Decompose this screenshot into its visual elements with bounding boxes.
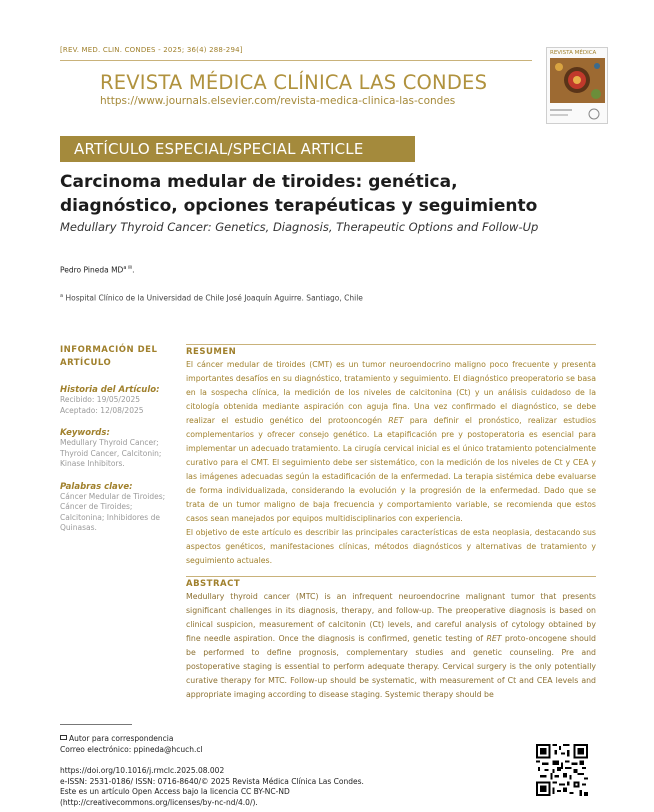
license-url[interactable]: (http://creativecommons.org/licenses/by-nc-nd/4.0/). xyxy=(60,797,258,807)
palabra-item: Cáncer de Tiroides; xyxy=(60,502,133,511)
affiliation-line xyxy=(60,293,363,303)
article-info-sidebar xyxy=(60,344,172,534)
resumen-paragraph: El cáncer medular de tiroides (CMT) es un tumor neuroendocrino maligno poco frecuente y presenta importantes desafíos en su diagnóstico, tratamiento y seguimiento. El diagnóstico preoperatorio se basa en la sospecha clínica, la medición de los niveles de calcitonina (Ct) y un análisis cuidadoso de la citología obtenida mediante aspiración con aguja fina. Una vez confirmado el diagnóstico, se debe realizar el estudio genético del protooncogén RET para definir el pronóstico, realizar estudios complementarios y ofrecer consejo genético. La etapificación pre y postoperatoria es esencial para implementar un adecuado tratamiento. La cirugía cervical inicial es el único tratamiento potencialmente curativo para el CMT. El seguimiento debe ser sistemático, con la medición de los niveles de Ct y CEA y las imágenes adecuadas según la estadificación de la enfermedad. La terapia sistémica debe evaluarse de forma individualizada, considerando la evolución y la progresión de la enfermedad. Dado que se trata de un tumor maligno de baja frecuencia y comportamiento variable, se recomienda que estos casos sean manejados por equipos multidisciplinarios con experiencia. xyxy=(186,360,597,523)
license-line: Este es un artículo Open Access bajo la licencia CC BY-NC-ND xyxy=(60,787,290,796)
palabra-item: Quinasas. xyxy=(60,523,97,532)
header-rule xyxy=(60,60,532,61)
keywords-heading: Keywords: xyxy=(60,428,110,438)
accepted-date: Aceptado: 12/08/2025 xyxy=(60,405,144,415)
email-line[interactable]: Correo electrónico: ppineda@hcuch.cl xyxy=(60,744,203,754)
article-subtitle: Medullary Thyroid Cancer: Genetics, Diagnosis, Therapeutic Options and Follow-Up xyxy=(60,220,539,234)
abstract-section xyxy=(186,576,596,702)
author-name: Pedro Pineda MD xyxy=(60,265,124,275)
doi-block xyxy=(60,766,364,808)
received-date: Recibido: 19/05/2025 xyxy=(60,395,141,404)
palabra-item: Cáncer Medular de Tiroides; xyxy=(60,491,166,501)
abstract-column xyxy=(186,344,596,702)
palabra-item: Calcitonina; Inhibidores de xyxy=(60,512,160,522)
cover-artwork xyxy=(550,58,605,103)
doi-link[interactable]: https://doi.org/10.1016/j.rmclc.2025.08.002 xyxy=(60,766,225,775)
resumen-section xyxy=(186,344,596,568)
issn-line: e-ISSN: 2531-0186/ ISSN: 0716-8640/© 2025 Revista Médica Clínica Las Condes. xyxy=(60,776,364,786)
article-title: Carcinoma medular de tiroides: genética, diagnóstico, opciones terapéuticas y seguimiento xyxy=(60,172,538,216)
footnote-rule xyxy=(60,724,132,725)
keyword-item: Kinase Inhibitors. xyxy=(60,459,125,468)
cover-footer-logos xyxy=(550,106,605,122)
abstract-heading: ABSTRACT xyxy=(186,579,241,589)
footnote xyxy=(60,734,203,755)
author-superscript: a ✉ xyxy=(123,265,133,271)
palabras-heading: Palabras clave: xyxy=(60,481,133,492)
resumen-rule xyxy=(186,344,596,345)
cover-title: REVISTA MÉDICA xyxy=(550,50,597,56)
ret-gene: RET xyxy=(388,416,404,425)
journal-cover-image xyxy=(546,47,608,124)
abstract-paragraph: Medullary thyroid cancer (MTC) is an infrequent neuroendocrine malignant tumor that presents significant challenges in its diagnosis, therapy, and follow-up. The preoperative diagnosis is based on clinical suspicion, measurement of calcitonin (Ct) levels, and careful analysis of cytology obtained by fine needle aspiration. Once the diagnosis is confirmed, genetic testing of RET proto-oncogene should be performed to define prognosis, complementary studies and genetic counseling. Pre and postoperative staging is essential to perform adequate therapy. Cervical surgery is the only potentially curative therapy for MTC. Follow-up should be systematic, with measurement of Ct and CEA levels and appropriate imaging according to disease staging. Systemic therapy should be xyxy=(186,592,596,699)
history-heading: Historia del Artículo: xyxy=(60,385,160,395)
author-end: . xyxy=(132,265,135,275)
ret-gene: RET xyxy=(486,634,502,643)
keyword-item: Medullary Thyroid Cancer; xyxy=(60,438,159,447)
corresponding-author: Autor para correspondencia xyxy=(69,734,174,743)
keyword-item: Thyroid Cancer, Calcitonin; xyxy=(60,448,162,458)
journal-name: REVISTA MÉDICA CLÍNICA LAS CONDES xyxy=(100,71,488,94)
section-label: ARTÍCULO ESPECIAL/SPECIAL ARTICLE xyxy=(60,136,415,162)
abstract-rule xyxy=(186,576,596,577)
resumen-heading: RESUMEN xyxy=(186,347,237,357)
citation: [REV. MED. CLIN. CONDES - 2025; 36(4) 288-294] xyxy=(60,46,243,54)
author-line xyxy=(60,265,135,275)
envelope-icon xyxy=(60,735,67,740)
affiliation: Hospital Clínico de la Universidad de Chile José Joaquín Aguirre. Santiago, Chile xyxy=(65,293,363,303)
journal-url[interactable]: https://www.journals.elsevier.com/revista-medica-clinica-las-condes xyxy=(100,95,456,107)
article-info-heading: INFORMACIÓN DEL ARTÍCULO xyxy=(60,345,158,368)
resumen-paragraph: El objetivo de este artículo es describir las principales características de esta neoplasia, destacando sus aspectos genéticos, manifestaciones clínicas, métodos diagnósticos y alternativas de tratamiento y seguimiento actuales. xyxy=(186,528,596,565)
affiliation-superscript: a xyxy=(60,293,64,299)
qr-code-icon xyxy=(536,744,588,796)
